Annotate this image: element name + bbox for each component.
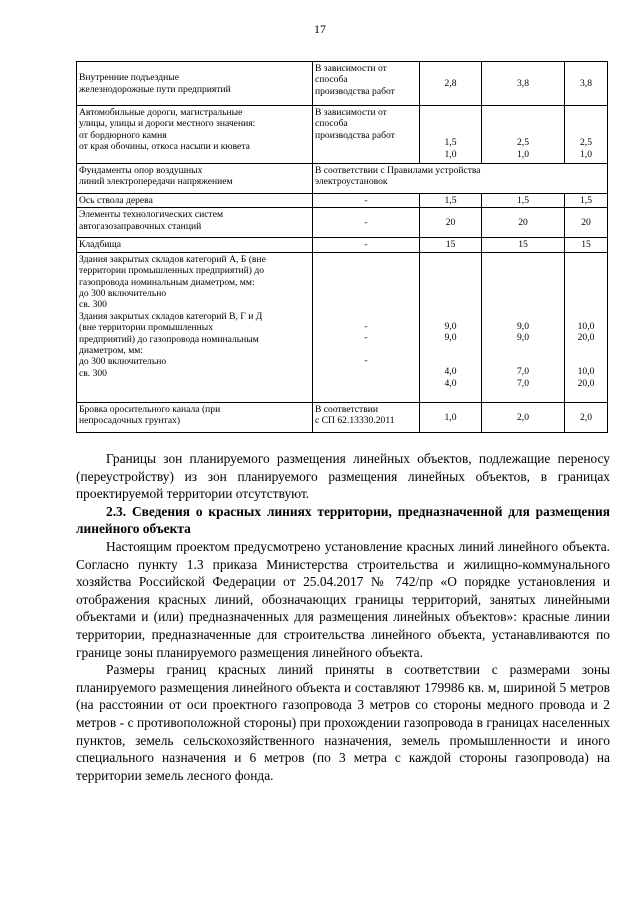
value-cell: 1,0 — [420, 402, 482, 432]
value-cell: 9,0 9,0 4,0 4,0 — [420, 252, 482, 402]
condition-cell: - — [313, 238, 420, 252]
value-cell: 2,0 — [482, 402, 565, 432]
paragraph-zone-boundaries: Границы зон планируемого размещения линейных объектов, подлежащие переносу (переустройству) из зон планируемого размещения линейных объектов, в границах проектируемой территории отсутствуют. — [76, 451, 610, 502]
value-cell: 20 — [420, 208, 482, 238]
object-name-cell: Элементы технологических систем автогазозаправочных станций — [77, 208, 313, 238]
table-row — [77, 238, 608, 252]
value-cell: 1,5 — [482, 194, 565, 208]
value-cell: 20 — [482, 208, 565, 238]
value-cell: 9,0 9,0 7,0 7,0 — [482, 252, 565, 402]
value-cell: 10,0 20,0 10,0 20,0 — [565, 252, 608, 402]
value-cell: 2,5 1,0 — [482, 106, 565, 164]
body-text — [76, 450, 610, 784]
value-cell: 1,5 — [565, 194, 608, 208]
value-cell: 2,5 1,0 — [565, 106, 608, 164]
condition-cell: В соответствии с СП 62.13330.2011 — [313, 402, 420, 432]
condition-cell: - — [313, 208, 420, 238]
condition-cell: В зависимости от способа производства работ — [313, 106, 420, 164]
table-row — [77, 164, 608, 194]
object-name-cell: Здания закрытых складов категорий А, Б (вне территории промышленных предприятий) до газопровода номинальным диаметром, мм: до 300 включительно св. 300 Здания закрытых складов категорий В, Г и Д (вне территории промышленных предприятий) до газопровода номинальным диаметром, мм: до 300 включительно св. 300 — [77, 252, 313, 402]
object-name-cell: Фундаменты опор воздушных линий электропередачи напряжением — [77, 164, 313, 194]
value-cell: 15 — [482, 238, 565, 252]
object-name-cell: Внутренние подъездные железнодорожные пути предприятий — [77, 62, 313, 106]
table-row — [77, 194, 608, 208]
object-name-cell: Ось ствола дерева — [77, 194, 313, 208]
page-number: 17 — [314, 22, 326, 36]
condition-cell: - — [313, 194, 420, 208]
value-cell: 15 — [420, 238, 482, 252]
value-cell: 2,0 — [565, 402, 608, 432]
object-name-cell: Бровка оросительного канала (при непросадочных грунтах) — [77, 402, 313, 432]
condition-cell: В зависимости от способа производства работ — [313, 62, 420, 106]
object-name-cell: Автомобильные дороги, магистральные улицы, улицы и дороги местного значения: от бордюрного камня от края обочины, откоса насыпи и кювета — [77, 106, 313, 164]
table-row — [77, 252, 608, 402]
value-cell: 1,5 1,0 — [420, 106, 482, 164]
value-cell: 20 — [565, 208, 608, 238]
value-cell: 3,8 — [482, 62, 565, 106]
paragraph-red-lines: Настоящим проектом предусмотрено установление красных линий линейного объекта. Согласно пункту 1.3 приказа Министерства строительства и жилищно-коммунального хозяйства Российской Федерации от 25.04.2017 № 742/пр «О порядке установления и отображения красных линий, обозначающих границы территорий, занятых линейными объектами и (или) предназначенных для размещения линейных объектов»: красные линии территории, предназначенные для строительства линейного объекта, устанавливаются по границе зоны планируемого размещения линейного объекта. — [76, 538, 610, 660]
table-row — [77, 402, 608, 432]
object-name-cell: Кладбища — [77, 238, 313, 252]
table-row — [77, 106, 608, 164]
paragraph-red-lines-size: Размеры границ красных линий приняты в соответствии с размерами зоны планируемого размещения линейного объекта и составляют 179986 кв. м, шириной 5 метров (на расстоянии от оси проектного газопровода 3 метров со стороны медного провода и 2 метров - с противоположной стороны) при прохождении газопровода в границах населенных пунктов, земель сельскохозяйственного назначения, земель промышленности и иного специального назначения и 6 метров (по 3 метра с каждой стороны газопровода) на территории земель лесного фонда. — [76, 662, 610, 783]
value-cell: 2,8 — [420, 62, 482, 106]
value-cell: 15 — [565, 238, 608, 252]
value-cell: 1,5 — [420, 194, 482, 208]
condition-span-cell: В соответствии с Правилами устройства электроустановок — [313, 164, 608, 194]
distance-norms-table — [76, 61, 608, 433]
table-row — [77, 62, 608, 106]
section-heading: 2.3. Сведения о красных линиях территории, предназначенной для размещения линейного объекта — [76, 503, 610, 537]
value-cell: 3,8 — [565, 62, 608, 106]
table-row — [77, 208, 608, 238]
condition-cell: - - - — [313, 252, 420, 402]
